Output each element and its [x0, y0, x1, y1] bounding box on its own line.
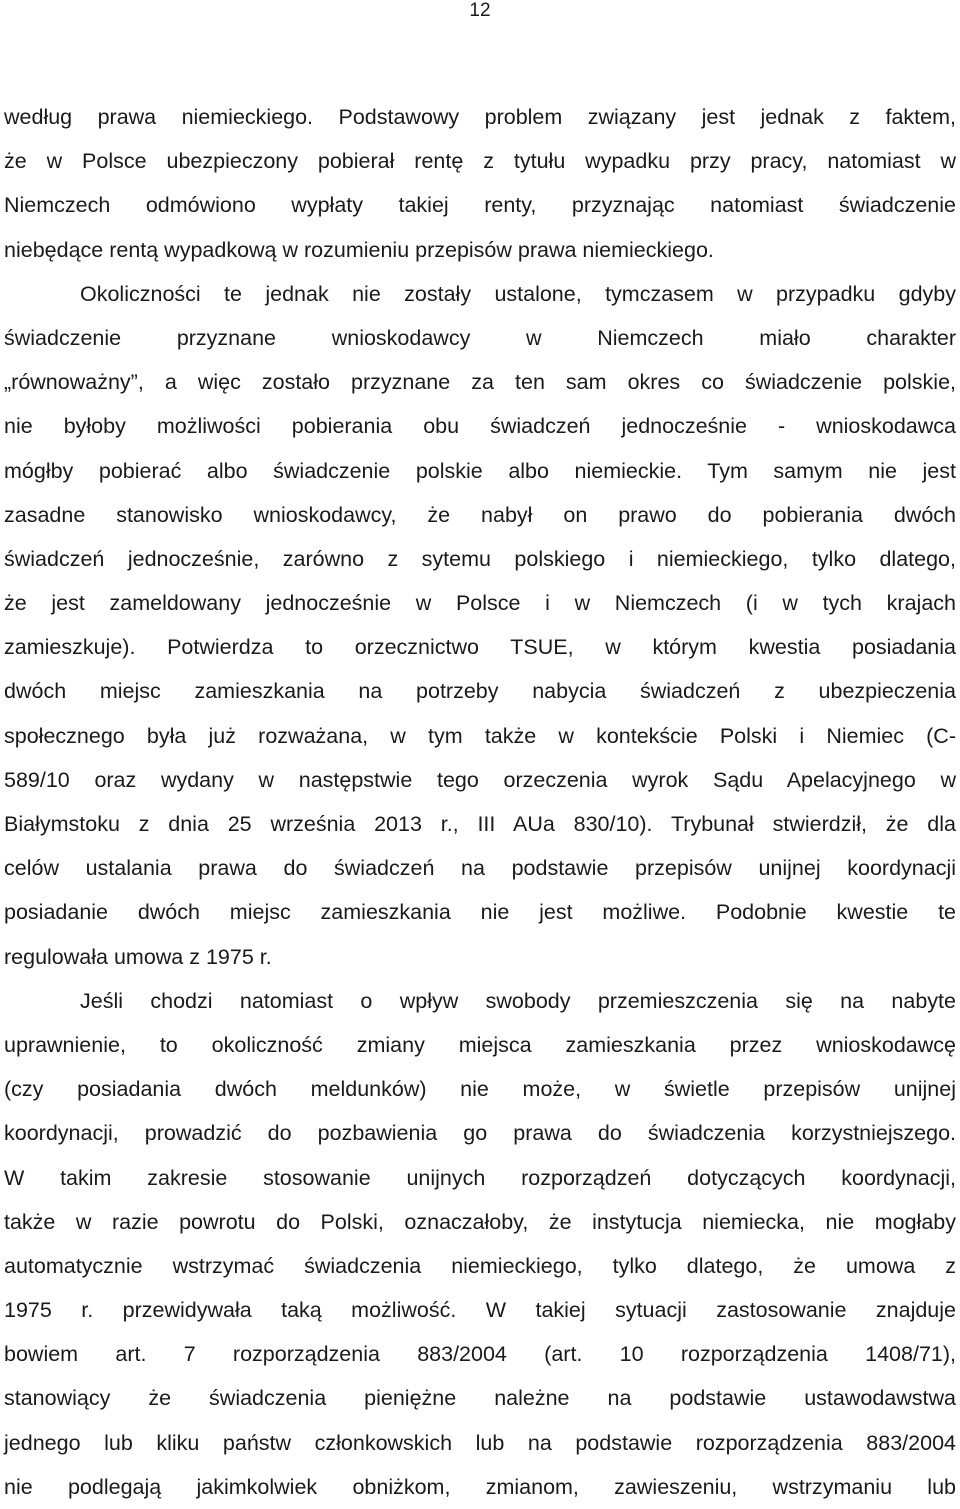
- text-line: także w razie powrotu do Polski, oznaczałoby, że instytucja niemiecka, nie mogłaby: [4, 1209, 956, 1234]
- text-line: świadczeń jednocześnie, zarówno z sytemu polskiego i niemieckiego, tylko dlatego,: [4, 546, 956, 571]
- text-line: zamieszkuje). Potwierdza to orzecznictwo TSUE, w którym kwestia posiadania: [4, 635, 956, 660]
- text-line: niebędące rentą wypadkową w rozumieniu przepisów prawa niemieckiego.: [4, 237, 714, 262]
- text-line: celów ustalania prawa do świadczeń na podstawie przepisów unijnej koordynacji: [4, 856, 956, 881]
- document-body: [4, 95, 956, 1509]
- text-line: Niemczech odmówiono wypłaty takiej renty, przyznając natomiast świadczenie: [4, 193, 956, 218]
- text-line: według prawa niemieckiego. Podstawowy problem związany jest jednak z faktem,: [4, 105, 956, 129]
- text-line: że w Polsce ubezpieczony pobierał rentę z tytułu wypadku przy pracy, natomiast w: [4, 149, 956, 174]
- text-line: 589/10 oraz wydany w następstwie tego orzeczenia wyrok Sądu Apelacyjnego w: [4, 767, 956, 792]
- page-number: 12: [469, 0, 491, 21]
- text-line: jednego lub kliku państw członkowskich lub na podstawie rozporządzenia 883/2004: [4, 1430, 956, 1455]
- text-line: nie podlegają jakimkolwiek obniżkom, zmianom, zawieszeniu, wstrzymaniu lub: [4, 1474, 956, 1499]
- paragraph-first-line: Jeśli chodzi natomiast o wpływ swobody przemieszczenia się na nabyte: [80, 988, 956, 1013]
- text-line: koordynacji, prowadzić do pozbawienia go prawa do świadczenia korzystniejszego.: [4, 1121, 956, 1146]
- text-line: Białymstoku z dnia 25 września 2013 r., III AUa 830/10). Trybunał stwierdził, że dla: [4, 812, 956, 836]
- text-line: stanowiący że świadczenia pieniężne należne na podstawie ustawodawstwa: [4, 1386, 956, 1411]
- text-line: W takim zakresie stosowanie unijnych rozporządzeń dotyczących koordynacji,: [4, 1165, 956, 1190]
- text-line: zasadne stanowisko wnioskodawcy, że nabył on prawo do pobierania dwóch: [4, 502, 956, 527]
- text-line: świadczenie przyznane wnioskodawcy w Niemczech miało charakter: [4, 325, 956, 350]
- text-line: (czy posiadania dwóch meldunków) nie może, w świetle przepisów unijnej: [4, 1077, 956, 1102]
- text-line: regulowała umowa z 1975 r.: [4, 944, 272, 969]
- text-line: uprawnienie, to okoliczność zmiany miejsca zamieszkania przez wnioskodawcę: [4, 1032, 956, 1057]
- text-line: 1975 r. przewidywała taką możliwość. W takiej sytuacji zastosowanie znajduje: [4, 1298, 956, 1323]
- text-line: społecznego była już rozważana, w tym także w kontekście Polski i Niemiec (C-: [4, 723, 956, 748]
- paragraph-first-line: Okoliczności te jednak nie zostały ustalone, tymczasem w przypadku gdyby: [80, 281, 956, 306]
- text-line: nie byłoby możliwości pobierania obu świadczeń jednocześnie - wnioskodawca: [4, 414, 956, 439]
- text-line: dwóch miejsc zamieszkania na potrzeby nabycia świadczeń z ubezpieczenia: [4, 679, 956, 704]
- text-line: automatycznie wstrzymać świadczenia niemieckiego, tylko dlatego, że umowa z: [4, 1253, 956, 1278]
- text-line: bowiem art. 7 rozporządzenia 883/2004 (art. 10 rozporządzenia 1408/71),: [4, 1342, 956, 1367]
- text-line: posiadanie dwóch miejsc zamieszkania nie jest możliwe. Podobnie kwestie te: [4, 900, 956, 925]
- text-line: mógłby pobierać albo świadczenie polskie albo niemieckie. Tym samym nie jest: [4, 458, 956, 483]
- text-line: że jest zameldowany jednocześnie w Polsce i w Niemczech (i w tych krajach: [4, 591, 956, 616]
- text-line: „równoważny”, a więc zostało przyznane za ten sam okres co świadczenie polskie,: [4, 370, 956, 395]
